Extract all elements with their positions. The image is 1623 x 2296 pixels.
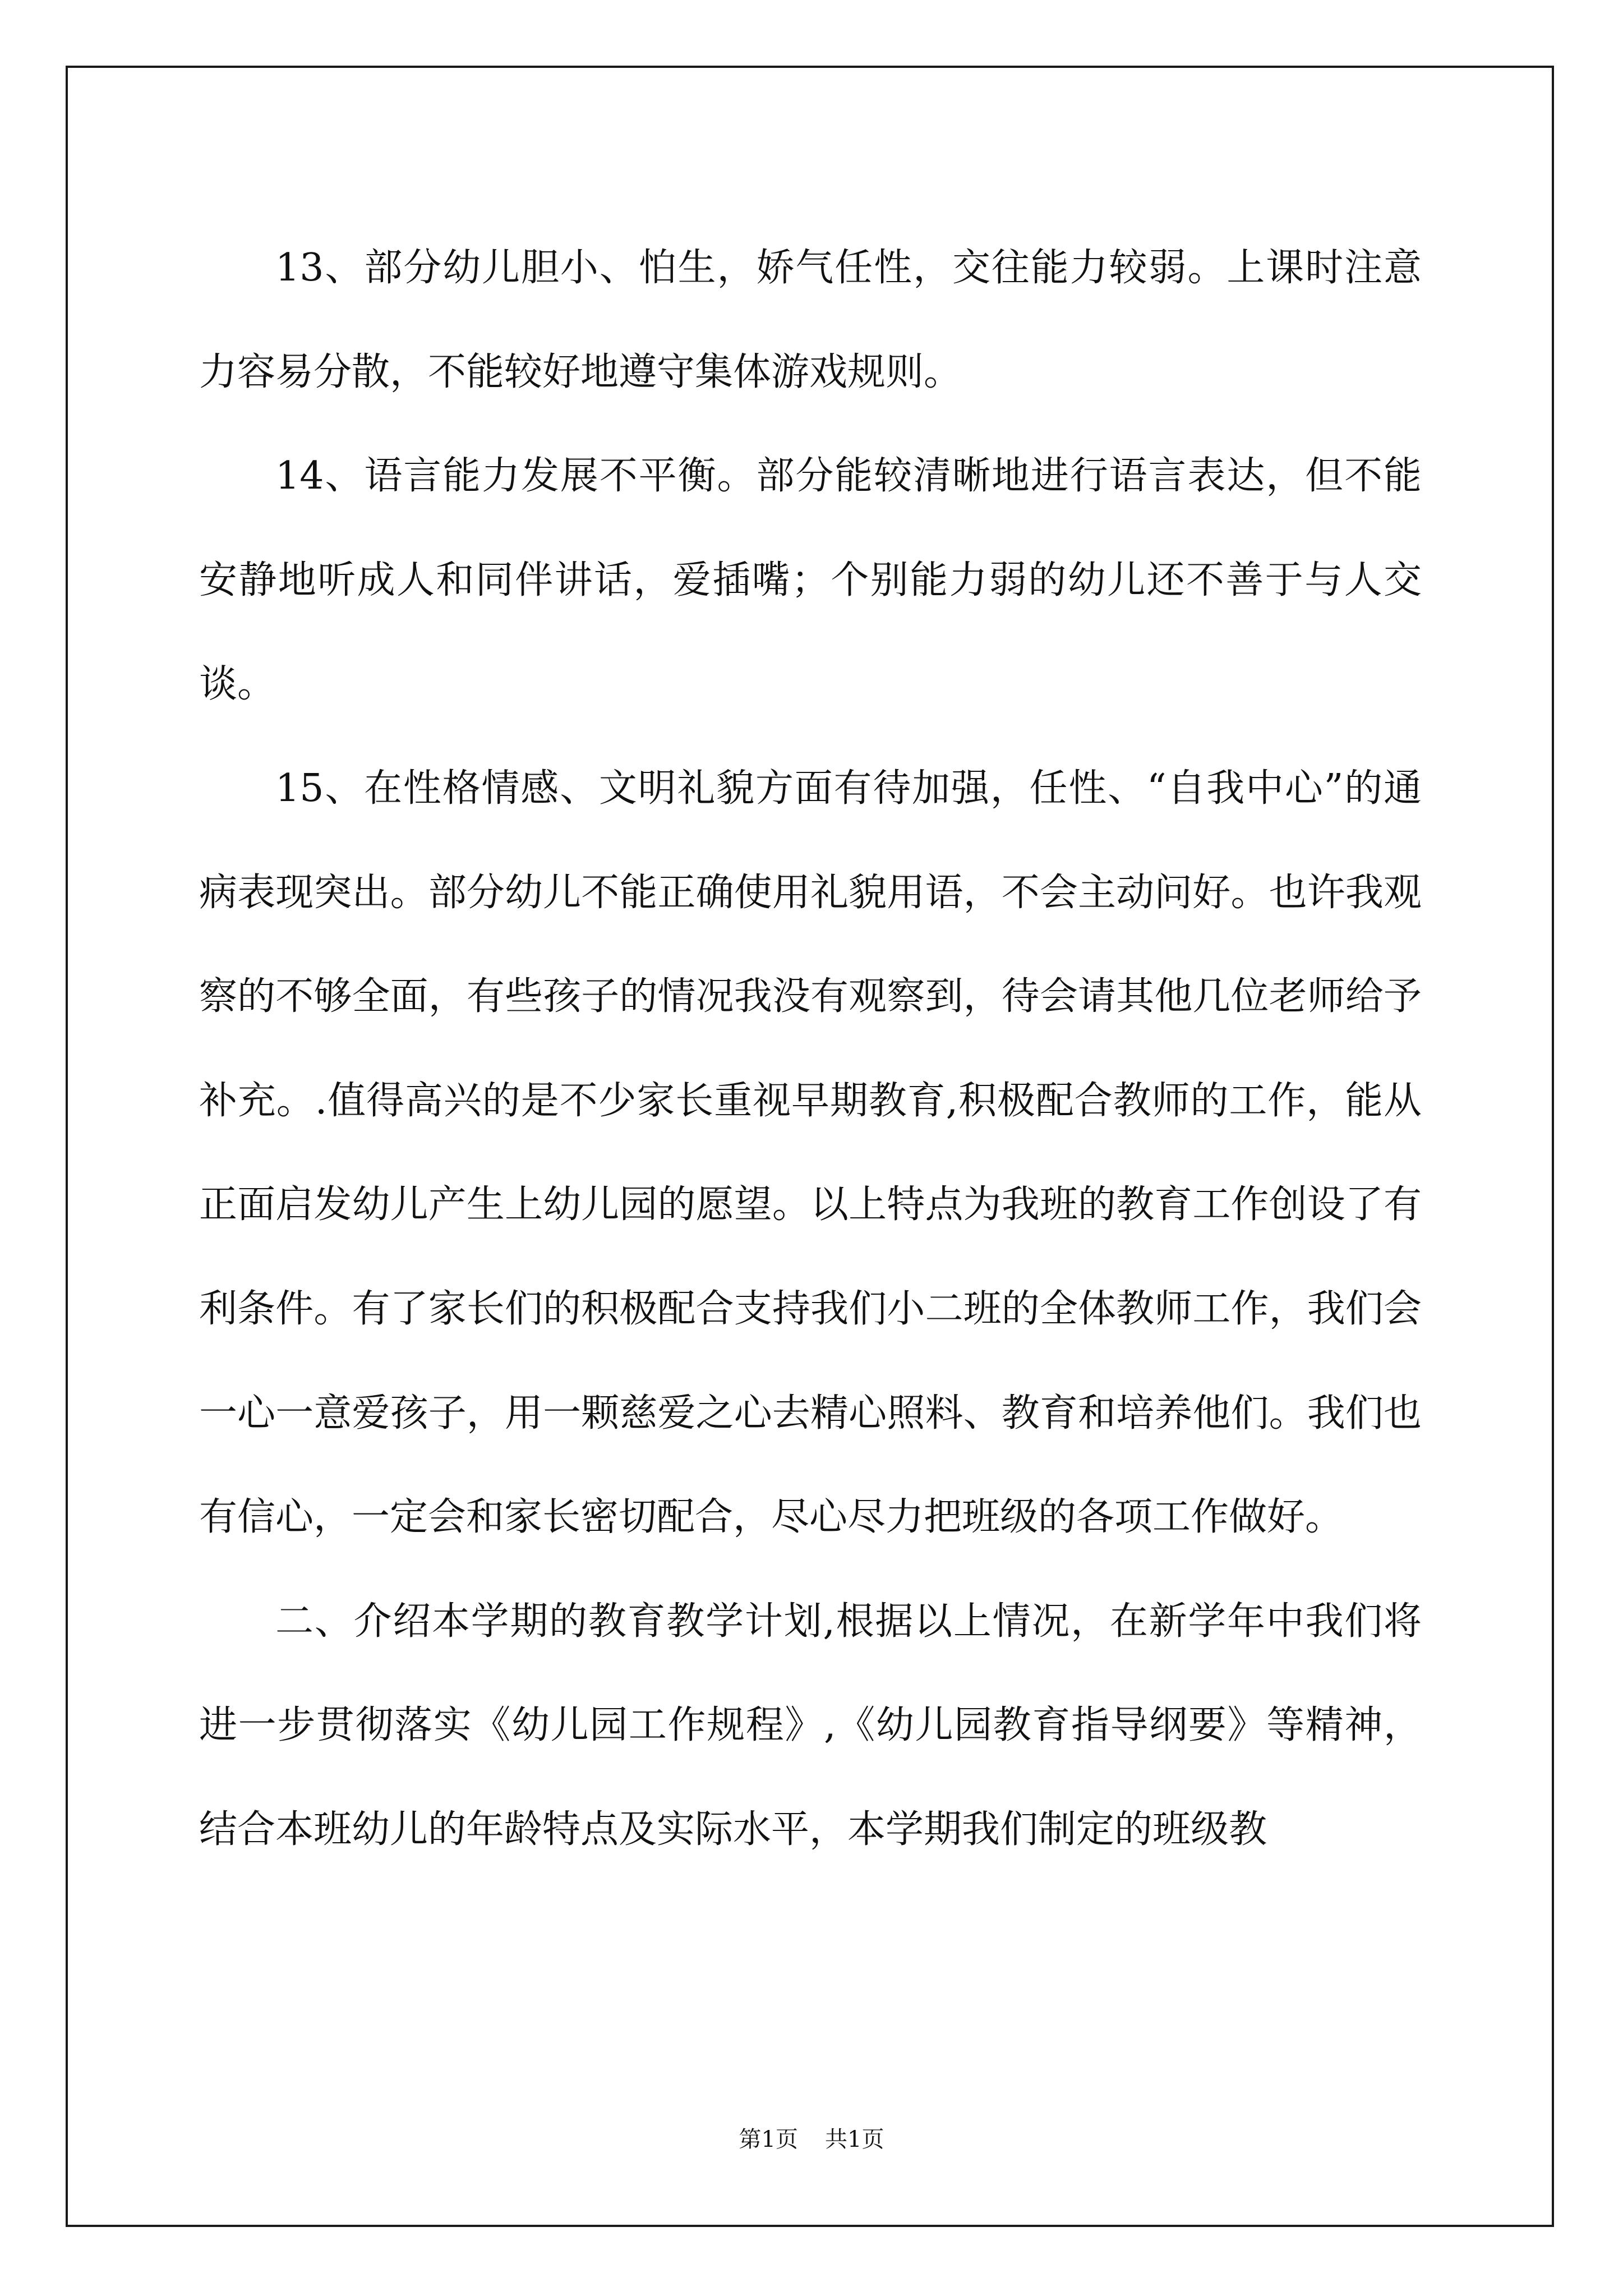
- paragraph-section-two: 二、介绍本学期的教育教学计划,根据以上情况，在新学年中我们将进一步贯彻落实《幼儿园工作规程》,《幼儿园教育指导纲要》等精神，结合本班幼儿的年龄特点及实际水平，本学期我们制定的班级教: [199, 1599, 1422, 1852]
- paragraph-15: 15、在性格情感、文明礼貌方面有待加强，任性、“自我中心”的通病表现突出。部分幼儿不能正确使用礼貌用语，不会主动问好。也许我观察的不够全面，有些孩子的情况我没有观察到，待会请其他几位老师给予补充。.值得高兴的是不少家长重视早期教育,积极配合教师的工作，能从正面启发幼儿产生上幼儿园的愿望。以上特点为我班的教育工作创设了有利条件。有了家长们的积极配合支持我们小二班的全体教师工作，我们会一心一意爱孩子，用一颗慈爱之心去精心照料、教育和培养他们。我们也有信心，一定会和家长密切配合，尽心尽力把班级的各项工作做好。: [199, 766, 1422, 1540]
- paragraph-13: 13、部分幼儿胆小、怕生，娇气任性，交往能力较弱。上课时注意力容易分散，不能较好地遵守集体游戏规则。: [199, 246, 1422, 394]
- page-total: 共1页: [825, 2127, 884, 2152]
- page-footer: [0, 2126, 1623, 2153]
- document-body: [199, 216, 1422, 1882]
- paragraph-14: 14、语言能力发展不平衡。部分能较清晰地进行语言表达，但不能安静地听成人和同伴讲话，爱插嘴；个别能力弱的幼儿还不善于与人交谈。: [199, 454, 1422, 707]
- page-number: 第1页: [739, 2127, 798, 2152]
